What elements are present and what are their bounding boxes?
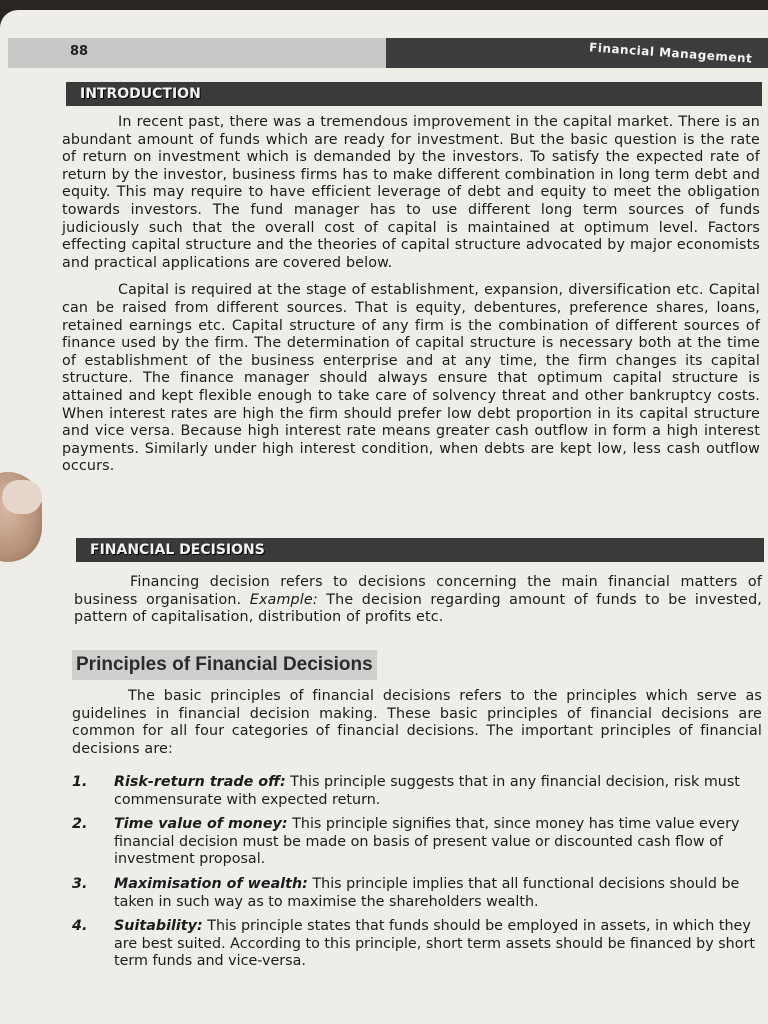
principles-list <box>72 774 762 978</box>
example-label: Example: <box>249 591 318 608</box>
list-item-term: Risk-return trade off: <box>114 774 286 790</box>
list-item-text: This principle states that funds should be employed in assets, in which they are best suited. According to this principle, short term assets should be financed by short term funds and vice-versa. <box>114 918 755 970</box>
financial-decisions-text-2: The decision regarding amount of funds to be invested, pattern of capitalisation, distribution of profits etc. <box>74 591 762 626</box>
running-title: Financial Management <box>588 40 753 66</box>
list-item-text: This principle implies that all functional decisions should be taken in such way as to maximise the shareholders wealth. <box>114 875 740 910</box>
header-left-band <box>8 38 386 68</box>
list-item-number: 3. <box>72 875 88 892</box>
introduction-body <box>62 114 760 476</box>
thumbnail-image <box>2 480 42 514</box>
list-item-text: This principle signifies that, since money has time value every financial decision must be made on basis of present value or discounted cash flow of investment proposal. <box>114 816 740 868</box>
financial-decisions-paragraph <box>74 574 762 627</box>
list-item <box>72 876 762 911</box>
list-item-term: Time value of money: <box>114 816 288 833</box>
introduction-paragraph-2: Capital is required at the stage of establishment, expansion, diversification etc. Capital can be raised from different sources. That is equity, debentures, preference shares, loans, retained earnings etc. Capital structure of any firm is the combination of different sources of finance used by the firm. The determination of capital structure is necessary both at the time of establishment of the business enterprise and at any time, the firm changes its capital structure. The finance manager should always ensure that optimum capital structure is attained and kept flexible enough to take care of solvency threat and other bankruptcy costs. When interest rates are high the firm should prefer low debt proportion in its capital structure and vice versa. Because high interest rate means greater cash outflow in form a high interest payments. Similarly under high interest condition, when debts are kept low, less cash outflow occurs. <box>62 282 760 475</box>
book-page <box>0 10 768 1024</box>
financial-decisions-text-1: Financing decision refers to decisions concerning the main financial matters of business organisation. <box>74 574 762 608</box>
header-right-band <box>386 38 768 68</box>
page-header <box>8 38 768 68</box>
list-item-number: 1. <box>72 774 88 790</box>
principles-intro-paragraph: The basic principles of financial decisions refers to the principles which serve as guidelines in financial decision making. These basic principles of financial decisions are common for all four categories of financial decisions. The important principles of financial decisions are: <box>72 688 762 757</box>
list-item-term: Maximisation of wealth: <box>114 875 308 892</box>
financial-decisions-body <box>74 574 762 627</box>
list-item-text: This principle suggests that in any financial decision, risk must commensurate with expected return. <box>114 774 740 808</box>
list-item <box>72 816 762 869</box>
introduction-paragraph-1: In recent past, there was a tremendous improvement in the capital market. There is an abundant amount of funds which are ready for investment. But the basic question is the rate of return on investment which is demanded by the investors. To satisfy the expected rate of return by the investor, business firms has to make different combination in long term debt and equity. This may require to have efficient leverage of debt and equity to meet the obligation towards investors. The fund manager has to use different long term sources of funds judiciously such that the overall cost of capital is maintained at optimum level. Factors effecting capital structure and the theories of capital structure advocated by major economists and practical applications are covered below. <box>62 114 760 271</box>
financial-decisions-heading-bar <box>76 538 764 562</box>
financial-decisions-heading: FINANCIAL DECISIONS <box>90 542 265 558</box>
list-item-number: 4. <box>72 918 88 935</box>
introduction-heading: INTRODUCTION <box>80 86 201 102</box>
principles-intro <box>72 688 762 758</box>
list-item <box>72 774 762 809</box>
list-item <box>72 918 762 971</box>
list-item-number: 2. <box>72 816 88 833</box>
introduction-heading-bar <box>66 82 762 106</box>
principles-heading: Principles of Financial Decisions <box>72 650 377 680</box>
page-number: 88 <box>70 44 89 59</box>
list-item-term: Suitability: <box>114 918 203 935</box>
